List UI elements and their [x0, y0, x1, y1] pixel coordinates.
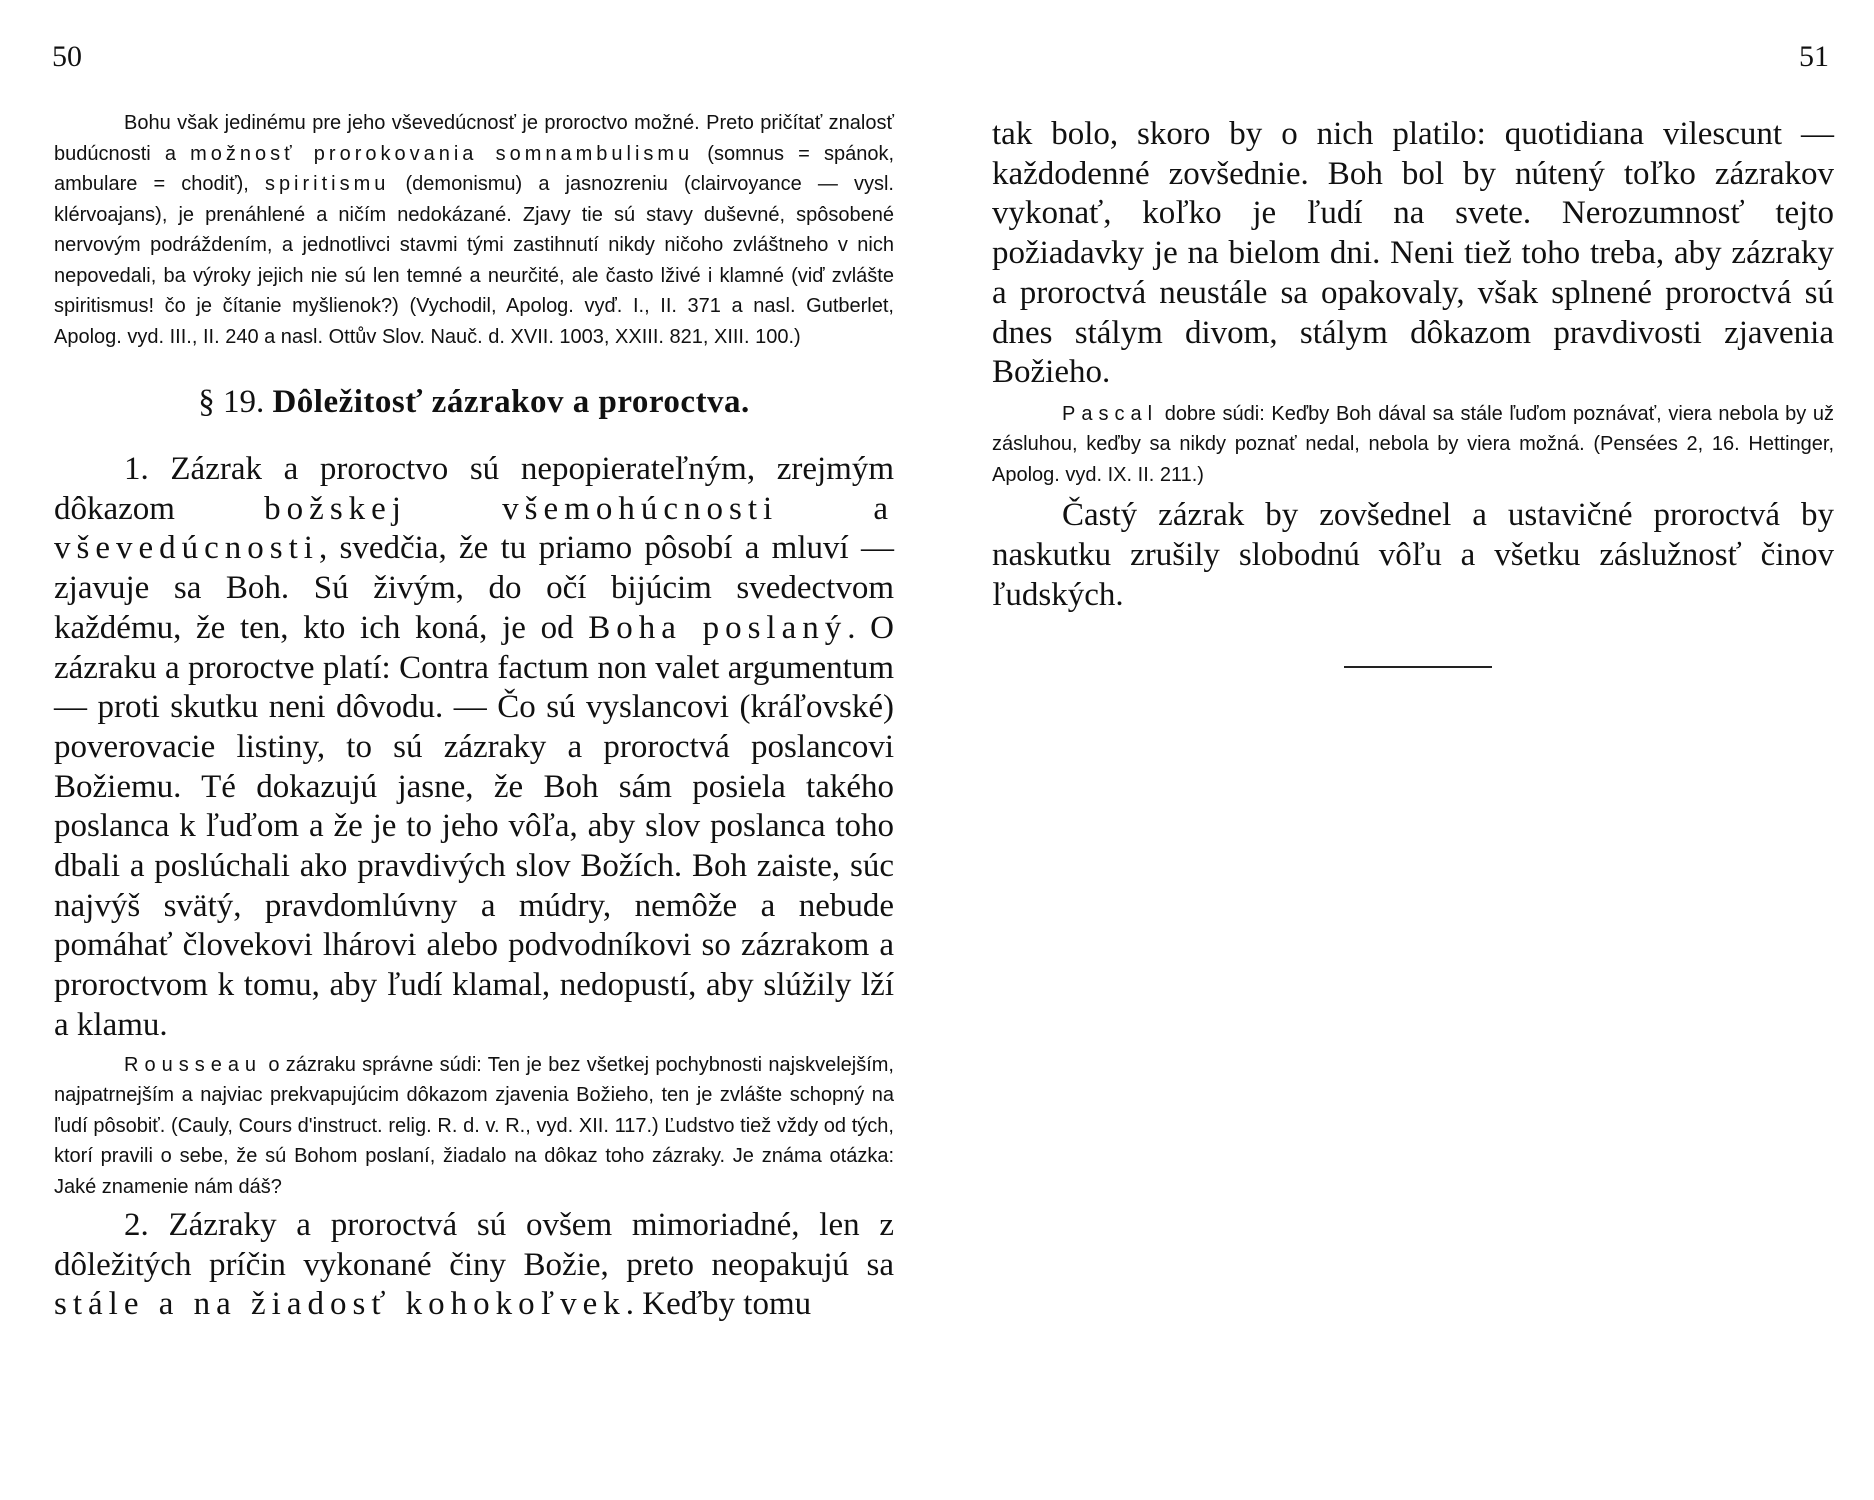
right-column [992, 115, 1834, 668]
right-page [937, 0, 1874, 1500]
body-paragraph-2: 2. Zázraky a proroctvá sú ovšem mimoriadné, len z dôležitých príčin vykonané činy Božie, preto neopakujú sa stále a na žiadosť kohokoľvek. Keďby tomu [54, 1207, 894, 1323]
note-paragraph-pascal: Pascal dobre súdi: Keďby Boh dával sa stále ľuďom poznávať, viera nebola by už zásluhou, keďby sa nikdy poznať nedal, nebola by viera možná. (Pensées 2, 16. Hettinger, Apolog. vyd. IX. II. 211.) [992, 402, 1834, 486]
section-title: Dôležitosť zázrakov a proroctva. [272, 384, 750, 420]
body-paragraph-1: 1. Zázrak a proroctvo sú nepopierateľným, zrejmým dôkazom božskej všemohúcnosti a vševedúcnosti, svedčia, že tu priamo pôsobí a mluví — zjavuje sa Boh. Sú živým, do očí bijúcim svedectvom každému, že ten, kto ich koná, je od Boha poslaný. O zázraku a proroctve platí: Contra factum non valet argumentum — proti skutku neni dôvodu. — Čo sú vyslancovi (kráľovské) poverovacie listiny, to sú zázraky a proroctvá poslancovi Božiemu. Té dokazujú jasne, že Boh sám posiela takého poslanca k ľuďom a že je to jeho vôľa, aby slov poslanca toho dbali a poslúchali ako pravdivých slov Božích. Boh zaiste, súc najvýš svätý, pravdomlúvny a múdry, nemôže a nebude pomáhať človekovi lhárovi alebo podvodníkovi so zázrakom a proroctvom k tomu, aby ľudí klamal, nedopustí, aby slúžily lží a klamu. [54, 451, 895, 1043]
section-heading [54, 382, 894, 422]
emphasis-somnambulism: možnosť prorokovania somnambulismu [190, 142, 694, 165]
body-paragraph-continued: tak bolo, skoro by o nich platilo: quotidiana vilescunt — každodenné zovšednie. Boh bol by nútený toľko zázrakov vykonať, koľko je ľudí na svete. Nerozumnosť tejto požiadavky je na bielom dni. Neni tiež toho treba, aby zázraky a proroctvá neustále sa opakovaly, však splnené proroctvá sú dnes stálym divom, stálym dôkazom pravdivosti zjavenia Božieho. [992, 116, 1834, 391]
page-number-right: 51 [1799, 40, 1829, 73]
body-paragraph-frequent-miracle: Častý zázrak by zovšednel a ustavičné proroctvá by naskutku zrušily slobodnú vôľu a všetku záslužnosť činov ľudských. [992, 497, 1834, 613]
emphasis-pascal: Pascal [1062, 402, 1159, 425]
end-rule [1344, 666, 1492, 668]
emphasis-sent-by-god: Boha poslaný [588, 609, 848, 646]
section-number: § 19. [198, 384, 265, 420]
note-paragraph-rousseau: Rousseau o zázraku správne súdi: Ten je bez všetkej pochybnosti najskvelejším, najpatrnejším a najviac prekvapujúcim dôkazom zjavenia Božieho, ten je zvlášte schopný na ľudí pôsobiť. (Cauly, Cours d'instruct. relig. R. d. v. R., vyd. XII. 117.) Ľudstvo tiež vždy od tých, ktorí pravili o sebe, že sú Bohom poslaní, žiadalo na dôkaz toho zázraky. Je známa otázka: Jaké znamenie nám dáš? [54, 1053, 894, 1198]
emphasis-on-demand: stále a na žiadosť kohokoľvek [54, 1286, 626, 1323]
emphasis-rousseau: Rousseau [124, 1053, 263, 1076]
emphasis-omnipotence: božskej všemohúcnosti a vševedúcnosti [54, 490, 895, 567]
note-paragraph-prophecy: Bohu však jedinému pre jeho vševedúcnosť je proroctvo možné. Preto pričítať znalosť budúcnosti a možnosť prorokovania somnambulismu (somnus = spánok, ambulare = chodiť), spiritismu (demonismu) a jasnozreniu (clairvoyance — vysl. klérvoajans), je prenáhlené a ničím nedokázané. Zjavy tie sú stavy duševné, spôsobené nervovým podráždením, a jednotlivci stavmi tými zastihnutí nikdy ničoho zvláštneho v nich nepovedali, ba výroky jejich nie sú len temné a neurčité, ale často lživé i klamné (viď zvlášte spiritismus! čo je čítanie myšlienok?) (Vychodil, Apolog. vyď. I., II. 371 a nasl. Gutberlet, Apolog. vyd. III., II. 240 a nasl. Ottův Slov. Nauč. d. XVII. 1003, XXIII. 821, XIII. 100.) [54, 112, 894, 348]
page-number-left: 50 [52, 40, 82, 73]
left-column [54, 108, 894, 1325]
emphasis-spiritism: spiritismu [264, 173, 390, 195]
